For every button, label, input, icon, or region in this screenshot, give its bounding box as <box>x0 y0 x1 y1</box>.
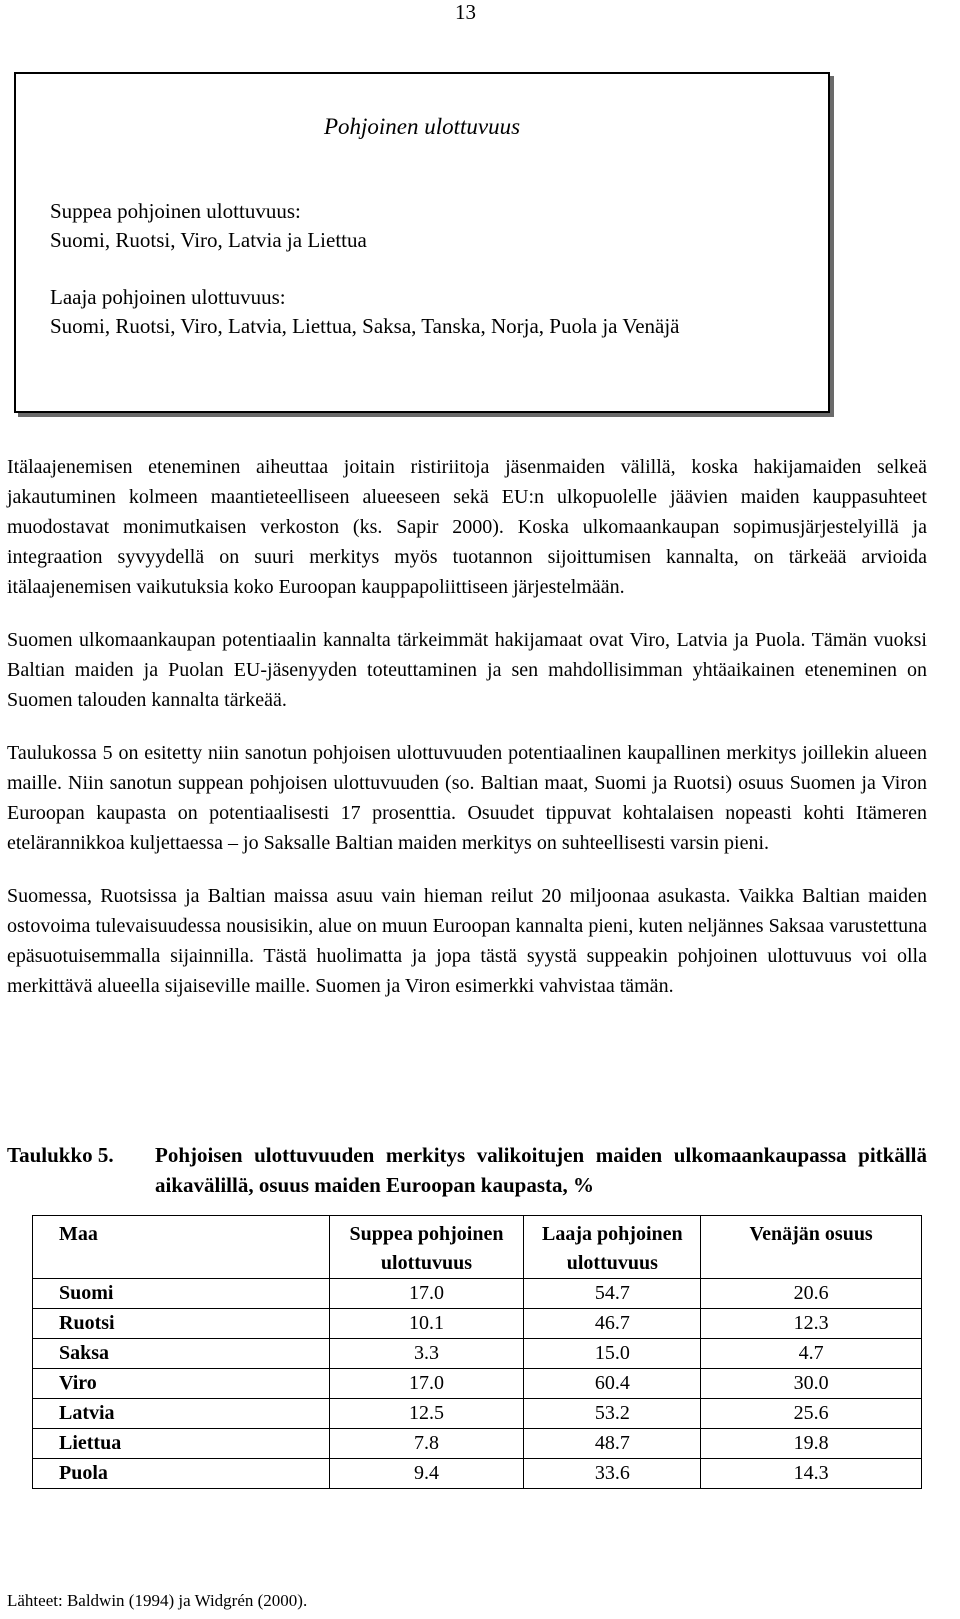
value-cell: 9.4 <box>329 1459 524 1489</box>
country-cell: Suomi <box>33 1279 330 1309</box>
header-cell: Venäjän osuus <box>701 1216 922 1279</box>
wide-dimension-label: Laaja pohjoinen ulottuvuus: <box>50 285 286 309</box>
value-cell: 12.5 <box>329 1399 524 1429</box>
table-row <box>33 1309 922 1339</box>
value-cell: 3.3 <box>329 1339 524 1369</box>
country-cell: Latvia <box>33 1399 330 1429</box>
value-cell: 10.1 <box>329 1309 524 1339</box>
value-cell: 17.0 <box>329 1369 524 1399</box>
country-cell: Ruotsi <box>33 1309 330 1339</box>
country-cell: Puola <box>33 1459 330 1489</box>
table-row <box>33 1459 922 1489</box>
table-row <box>33 1429 922 1459</box>
value-cell: 20.6 <box>701 1279 922 1309</box>
value-cell: 60.4 <box>524 1369 701 1399</box>
value-cell: 17.0 <box>329 1279 524 1309</box>
table-label: Taulukko 5. <box>7 1143 114 1167</box>
page-number: 13 <box>455 0 476 24</box>
paragraph: Itälaajenemisen eteneminen aiheuttaa joitain ristiriitoja jäsenmaiden välillä, koska hakijamaiden selkeä jakautuminen kolmeen maantieteelliseen alueeseen sekä EU:n ulkopuolelle jäävien maiden kauppasuhteet muodostavat monimutkaisen verkoston (ks. Sapir 2000). Koska ulkomaankaupan sopimusjärjestelyillä ja integraation syvyydellä on suuri merkitys myös tuotannon sijoittumisen kannalta, on tärkeää arvioida itälaajenemisen vaikutuksia koko Euroopan kauppapoliittiseen järjestelmään. <box>7 456 927 598</box>
value-cell: 53.2 <box>524 1399 701 1429</box>
value-cell: 54.7 <box>524 1279 701 1309</box>
value-cell: 33.6 <box>524 1459 701 1489</box>
country-cell: Liettua <box>33 1429 330 1459</box>
value-cell: 30.0 <box>701 1369 922 1399</box>
table-row <box>33 1339 922 1369</box>
header-cell: Suppea pohjoinen ulottuvuus <box>329 1216 524 1279</box>
value-cell: 14.3 <box>701 1459 922 1489</box>
table-row <box>33 1279 922 1309</box>
narrow-dimension-countries: Suomi, Ruotsi, Viro, Latvia ja Liettua <box>50 228 367 252</box>
value-cell: 25.6 <box>701 1399 922 1429</box>
box-title: Pohjoinen ulottuvuus <box>323 114 521 139</box>
country-cell: Saksa <box>33 1339 330 1369</box>
value-cell: 48.7 <box>524 1429 701 1459</box>
paragraph: Suomessa, Ruotsissa ja Baltian maissa asuu vain hieman reilut 20 miljoonaa asukasta. Vaikka Baltian maiden ostovoima tulevaisuudessa nousisikin, alue on muun Euroopan kannalta pieni, kuten neljännes Saksaa varustettuna epäsuotuisemmalla sijainnilla. Tästä huolimatta ja jopa tästä syystä suppeakin pohjoinen ulottuvuus voi olla merkittävä alueella sijaiseville maille. Suomen ja Viron esimerkki vahvistaa tämän. <box>7 885 927 997</box>
value-cell: 46.7 <box>524 1309 701 1339</box>
value-cell: 19.8 <box>701 1429 922 1459</box>
northern-dimension-box <box>14 72 830 413</box>
value-cell: 12.3 <box>701 1309 922 1339</box>
narrow-dimension-label: Suppea pohjoinen ulottuvuus: <box>50 199 301 223</box>
paragraph: Suomen ulkomaankaupan potentiaalin kannalta tärkeimmät hakijamaat ovat Viro, Latvia ja Puola. Tämän vuoksi Baltian maiden ja Puolan EU-jäsenyyden toteuttaminen ja sen mahdollisimman yhtäaikainen eteneminen on Suomen talouden kannalta tärkeää. <box>7 629 927 711</box>
table-row <box>33 1369 922 1399</box>
country-cell: Viro <box>33 1369 330 1399</box>
wide-dimension-countries: Suomi, Ruotsi, Viro, Latvia, Liettua, Saksa, Tanska, Norja, Puola ja Venäjä <box>50 314 680 338</box>
table-source: Lähteet: Baldwin (1994) ja Widgrén (2000). <box>7 1591 308 1610</box>
value-cell: 15.0 <box>524 1339 701 1369</box>
table-header-row <box>33 1216 922 1279</box>
body-text <box>7 452 927 1024</box>
table-caption-text: Pohjoisen ulottuvuuden merkitys valikoitujen maiden ulkomaankaupassa pitkällä aikavälillä, osuus maiden Euroopan kaupasta, % <box>155 1143 927 1197</box>
data-table <box>32 1215 922 1489</box>
header-cell: Laaja pohjoinen ulottuvuus <box>524 1216 701 1279</box>
value-cell: 4.7 <box>701 1339 922 1369</box>
paragraph: Taulukossa 5 on esitetty niin sanotun pohjoisen ulottuvuuden potentiaalinen kaupallinen merkitys joillekin alueen maille. Niin sanotun suppean pohjoisen ulottuvuuden (so. Baltian maat, Suomi ja Ruotsi) osuus Suomen ja Viron Euroopan kaupasta on potentiaalisesti 17 prosenttia. Osuudet tippuvat kohtalaisen nopeasti kohti Itämeren etelärannikkoa kuljettaessa – jo Saksalle Baltian maiden merkitys on suhteellisesti varsin pieni. <box>7 742 927 854</box>
table-row <box>33 1399 922 1429</box>
header-cell: Maa <box>33 1216 330 1279</box>
value-cell: 7.8 <box>329 1429 524 1459</box>
